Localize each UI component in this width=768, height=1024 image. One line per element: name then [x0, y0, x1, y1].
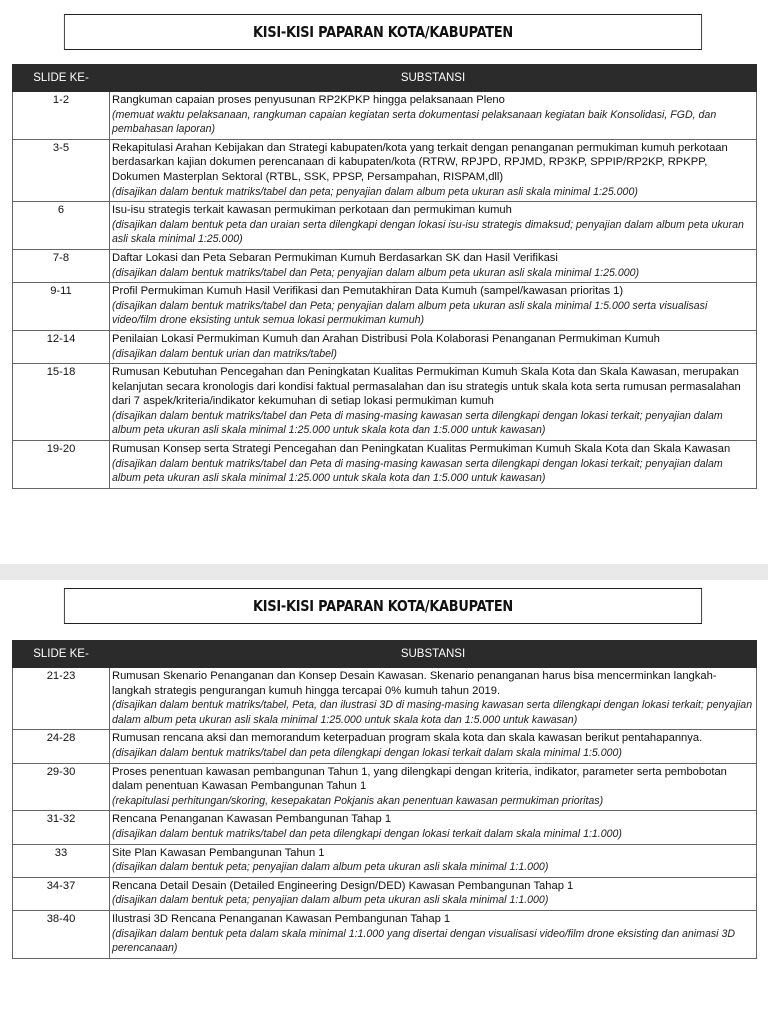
substansi-note: (disajikan dalam bentuk matriks/tabel dan peta; penyajian dalam album peta ukuran asli skala minimal 1:25.000) [112, 185, 638, 198]
slide-number: 19-20 [13, 441, 110, 489]
table-header-row [13, 65, 757, 92]
slide-number: 29-30 [13, 763, 110, 811]
slide-number: 15-18 [13, 364, 110, 441]
slide-number: 1-2 [13, 92, 110, 140]
substansi-cell [110, 910, 757, 958]
table-row [13, 139, 757, 201]
substansi-text: Rencana Penanganan Kawasan Pembangunan Tahap 1 [112, 813, 392, 826]
substansi-cell [110, 364, 757, 441]
slide-number: 24-28 [13, 730, 110, 763]
substansi-note: (disajikan dalam bentuk urian dan matriks/tabel) [112, 347, 337, 360]
substansi-text: Proses penentuan kawasan pembangunan Tahun 1, yang dilengkapi dengan kriteria, indikator, parameter serta pembobotan dalam penentuan Kawasan Pembangunan Tahun 1 [112, 765, 727, 793]
substansi-note: (disajikan dalam bentuk matriks/tabel dan Peta; penyajian dalam album peta ukuran asli skala minimal 1:5.000 serta visualisasi video/film drone eksisting untuk semua lokasi permukiman kumuh) [112, 299, 708, 327]
substansi-note: (disajikan dalam bentuk matriks/tabel dan Peta; penyajian dalam album peta ukuran asli skala minimal 1:25.000) [112, 266, 640, 279]
column-header-slide: SLIDE KE- [13, 641, 110, 668]
substansi-text: Rekapitulasi Arahan Kebijakan dan Strategi kabupaten/kota yang terkait dengan penanganan permukiman kumuh perkotaan berdasarkan kajian dokumen perencanaan di kabupaten/kota (RTRW, RPJPD, RPJMD, RP3KP, SPPIP/RP2KP, RPKPP, Dokumen Masterplan Sektoral (RTBL, SSK, PPSP, Persampahan, RISPAM,dll) [112, 141, 728, 183]
substansi-cell [110, 763, 757, 811]
slide-number: 38-40 [13, 910, 110, 958]
slide-separator [0, 564, 768, 580]
slide-number: 21-23 [13, 668, 110, 730]
kisi-table [12, 64, 757, 489]
substansi-note: (disajikan dalam bentuk matriks/tabel dan peta dilengkapi dengan lokasi terkait dalam skala minimal 1:5.000) [112, 746, 622, 759]
substansi-note: (disajikan dalam bentuk peta; penyajian dalam album peta ukuran asli skala minimal 1:1.000) [112, 861, 549, 874]
substansi-text: Rumusan rencana aksi dan memorandum keterpaduan program skala kota dan skala kawasan berikut pentahapannya. [112, 732, 703, 745]
table-row [13, 330, 757, 363]
substansi-cell [110, 441, 757, 489]
column-header-substansi: SUBSTANSI [110, 65, 757, 92]
slide-number: 33 [13, 844, 110, 877]
substansi-note: (disajikan dalam bentuk peta; penyajian dalam album peta ukuran asli skala minimal 1:1.000) [112, 894, 549, 907]
table-row [13, 283, 757, 331]
substansi-text: Rumusan Konsep serta Strategi Pencegahan dan Peningkatan Kualitas Permukiman Kumuh Skala Kota dan Skala Kawasan [112, 443, 731, 456]
substansi-note: (disajikan dalam bentuk matriks/tabel dan Peta di masing-masing kawasan serta dilengkapi dengan lokasi terkait; penyajian dalam album peta ukuran asli skala minimal 1:25.000 untuk skala kota dan 1:5.000 untuk kawasan) [112, 409, 723, 437]
substansi-text: Rangkuman capaian proses penyusunan RP2KPKP hingga pelaksanaan Pleno [112, 94, 505, 106]
slide-number: 7-8 [13, 249, 110, 282]
table-row [13, 668, 757, 730]
substansi-cell [110, 249, 757, 282]
table-row [13, 92, 757, 140]
table-row [13, 249, 757, 282]
column-header-substansi: SUBSTANSI [110, 641, 757, 668]
table-row [13, 844, 757, 877]
substansi-note: (disajikan dalam bentuk peta dalam skala minimal 1:1.000 yang disertai dengan visualisasi video/film drone eksisting dan animasi 3D perencanaan) [112, 927, 736, 955]
slide-number: 34-37 [13, 877, 110, 910]
slide-number: 12-14 [13, 330, 110, 363]
substansi-cell [110, 844, 757, 877]
substansi-note: (disajikan dalam bentuk matriks/tabel dan peta dilengkapi dengan lokasi terkait dalam skala minimal 1:1.000) [112, 827, 622, 840]
substansi-text: Rumusan Kebutuhan Pencegahan dan Peningkatan Kualitas Permukiman Kumuh Skala Kota dan Skala Kawasan, merupakan kelanjutan secara kronologis dari kondisi faktual permasalahan dan isu strategis untuk skala kota serta rumusan permasalahan dari 7 aspek/kriteria/indikator kekumuhan di setiap lokasi permukiman kumuh [112, 366, 741, 408]
substansi-text: Profil Permukiman Kumuh Hasil Verifikasi dan Pemutakhiran Data Kumuh (sampel/kawasan prioritas 1) [112, 285, 624, 298]
table-row [13, 364, 757, 441]
substansi-note: (rekapitulasi perhitungan/skoring, kesepakatan Pokjanis akan penentuan kawasan permukiman prioritas) [112, 794, 604, 807]
table-row [13, 202, 757, 250]
table-header-row [13, 641, 757, 668]
substansi-cell [110, 730, 757, 763]
slide-number: 31-32 [13, 811, 110, 844]
substansi-text: Daftar Lokasi dan Peta Sebaran Permukiman Kumuh Berdasarkan SK dan Hasil Verifikasi [112, 251, 558, 264]
panel-title: KISI-KISI PAPARAN KOTA/KABUPATEN [64, 14, 702, 50]
table-row [13, 730, 757, 763]
substansi-cell [110, 283, 757, 331]
table-row [13, 877, 757, 910]
substansi-cell [110, 668, 757, 730]
column-header-slide: SLIDE KE- [13, 65, 110, 92]
table-row [13, 441, 757, 489]
substansi-text: Site Plan Kawasan Pembangunan Tahun 1 [112, 846, 325, 859]
substansi-note: (disajikan dalam bentuk matriks/tabel, Peta, dan ilustrasi 3D di masing-masing kawasan serta dilengkapi dengan lokasi terkait; penyajian dalam album peta ukuran asli skala minimal 1:25.000 untuk skala kota dan 1:5.000 untuk kawasan) [112, 699, 753, 726]
substansi-text: Penilaian Lokasi Permukiman Kumuh dan Arahan Distribusi Pola Kolaborasi Penanganan Permukiman Kumuh [112, 332, 660, 345]
substansi-text: Isu-isu strategis terkait kawasan permukiman perkotaan dan permukiman kumuh [112, 204, 512, 217]
substansi-note: (disajikan dalam bentuk peta dan uraian serta dilengkapi dengan lokasi isu-isu strategis dimaksud; penyajian dalam album peta ukuran asli skala minimal 1:25.000) [112, 218, 744, 246]
slide-number: 9-11 [13, 283, 110, 331]
substansi-note: (memuat waktu pelaksanaan, rangkuman capaian kegiatan serta dokumentasi pelaksanaan kegiatan baik Konsolidasi, FGD, dan pembahasan laporan) [112, 108, 717, 136]
table-row [13, 910, 757, 958]
substansi-cell [110, 202, 757, 250]
slide-number: 3-5 [13, 139, 110, 201]
substansi-text: Ilustrasi 3D Rencana Penanganan Kawasan Pembangunan Tahap 1 [112, 912, 451, 925]
substansi-text: Rencana Detail Desain (Detailed Engineering Design/DED) Kawasan Pembangunan Tahap 1 [112, 879, 574, 892]
substansi-note: (disajikan dalam bentuk matriks/tabel dan Peta di masing-masing kawasan serta dilengkapi dengan lokasi terkait; penyajian dalam album peta ukuran asli skala minimal 1:25.000 untuk skala kota dan 1:5.000 untuk kawasan) [112, 457, 723, 485]
substansi-text: Rumusan Skenario Penanganan dan Konsep Desain Kawasan. Skenario penanganan harus bisa mencerminkan langkah-langkah strategis pengurangan kumuh hingga tercapai 0% kumuh tahun 2019. [112, 670, 717, 697]
slide-panel-2 [0, 580, 768, 1024]
slide-number: 6 [13, 202, 110, 250]
table-row [13, 763, 757, 811]
table-row [13, 811, 757, 844]
substansi-cell [110, 92, 757, 140]
kisi-table [12, 640, 757, 959]
substansi-cell [110, 877, 757, 910]
substansi-cell [110, 139, 757, 201]
substansi-cell [110, 811, 757, 844]
substansi-cell [110, 330, 757, 363]
panel-title: KISI-KISI PAPARAN KOTA/KABUPATEN [64, 588, 702, 624]
